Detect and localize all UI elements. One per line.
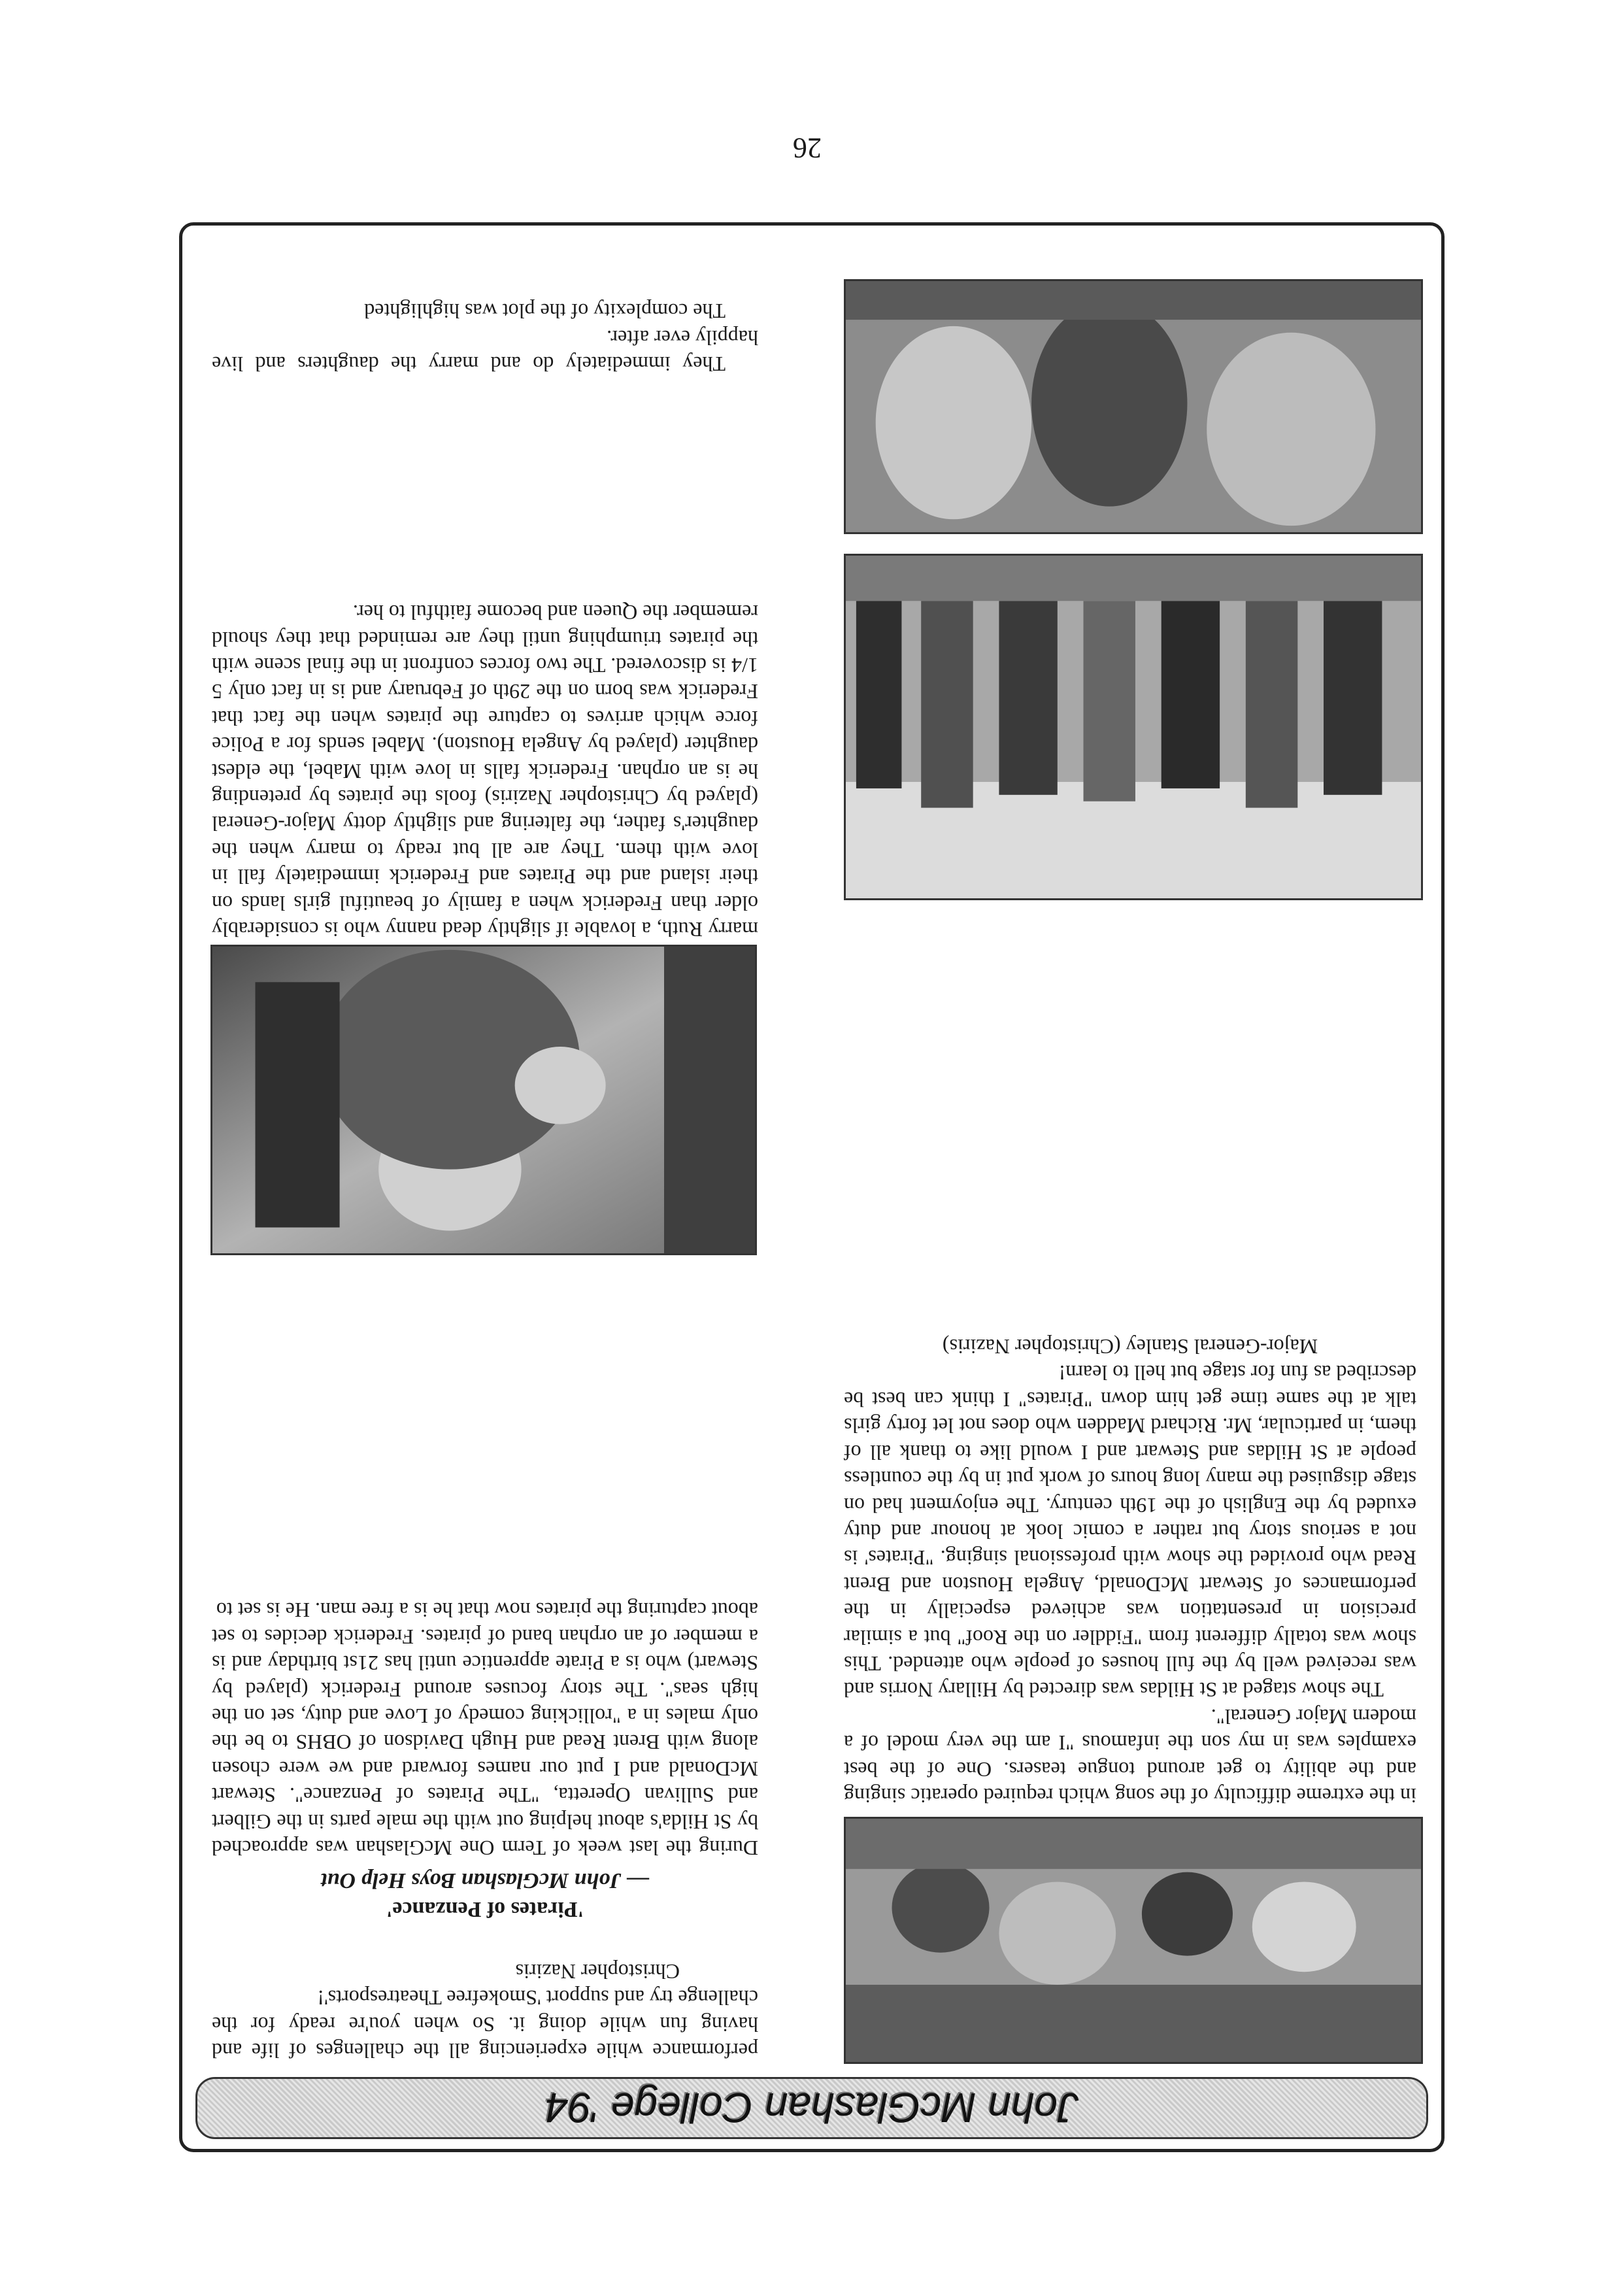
- photo-actors-scene: [844, 279, 1423, 534]
- article-paragraph-3: [212, 298, 758, 377]
- photo-major-general: [210, 945, 757, 1255]
- article-subtitle: — John McGlashan Boys Help Out: [321, 1868, 649, 1893]
- photo-major-general-image: [212, 947, 755, 1253]
- article-paragraph-2: [212, 599, 758, 943]
- photo-pirates-stage: [844, 554, 1423, 900]
- article-title: 'Pirates of Penzance': [386, 1897, 584, 1921]
- left-column-text: [844, 1334, 1416, 1809]
- article-paragraph-1: [212, 1597, 758, 1861]
- article-heading: [212, 1866, 758, 1923]
- left-signature: Major-General Stanley (Christopher Naziris): [942, 1335, 1318, 1359]
- photo-cast-group: [844, 1817, 1423, 2064]
- photo-pirates-stage-image: [846, 556, 1421, 898]
- left-text-2: The show staged at St Hildas was directed by Hillary Norris and was received well by the full houses of people who attended. This show was totally different from "Fiddler on the Roof" but a similar precision in presentation was achieved especially in the performances of Stewart McDonald, Angela Houston and Brent Read who provided the show with professional singing. "Pirates' is not a serious story but rather a comic look at honour and duty exuded by the English of the 19th century. The enjoyment had on stage disguised the many long hours of work put in by the countless people at St Hildas and Stewart and I would like to thank all of them, in particular, Mr. Richard Madden who does not let forty girls talk at the same time get him down "Pirates" I think can best be described as fun for stage but hell to learn!: [844, 1361, 1416, 1702]
- photo-cast-group-image: [846, 1819, 1421, 2062]
- right-column-top: [212, 1958, 758, 2064]
- title-banner: [195, 2077, 1428, 2139]
- intro-author: Christopher Naziris: [515, 1959, 680, 1984]
- page-number: 26: [793, 132, 822, 164]
- left-text-1: in the extreme difficulty of the song which required operatic singing and the ability to get around tongue teasers. One of the best examples was in my son the infamous "I am the very model of a modern Major General".: [844, 1704, 1416, 1808]
- banner-title: John McGlashan College '94: [544, 2084, 1079, 2132]
- article-text-1: During the last week of Term One McGlashan was approached by St Hilda's about helping out with the male parts in the Gilbert and Sullivan Operetta, "The Pirates of Penzance". Stewart McDonald and I put our names forward and we were chosen along with Brent Read and Hugh Davidson of OBHS to be the only males in a "rollicking comedy of Love and duty, set on the high seas". The story focuses around Frederick (played by Stewart) who is a Pirate apprentice until has 21st birthday and is a member of an orphan band of pirates. Frederick decides to set about capturing the pirates now that he is a free man. He is set to: [212, 1598, 758, 1860]
- article-text-3: They immediately do and marry the daughters and live happily ever after.: [212, 326, 758, 376]
- photo-actors-scene-image: [846, 281, 1421, 532]
- article-text-4: The complexity of the plot was highlighted: [364, 299, 726, 324]
- article-text-2: marry Ruth, a lovable if slightly dead nanny who is considerably older than Frederick when a family of beautiful girls lands on their island and the Pirates and Frederick immediately fall in love with them. They are all but ready to marry when the daughter's father, the faltering and slightly dotty Major-General (played by Christopher Naziris) fools the pirates by pretending he is an orphan. Frederick falls in love with Mabel, the eldest daughter (played by Angela Houston). Mabel sends for a Police force which arrives to capture the pirates when the fact that Frederick was born on the 29th of February and is in fact only 5 1/4 is discovered. The two forces confront in the final scene with the pirates triumphing until they are reminded that they should remember the Queen and become faithful to her.: [212, 601, 758, 941]
- intro-paragraph: performance while experiencing all the challenges of life and having fun while doing it. So when you're ready for the challenge try and support 'Smokefree Theatresports'!: [212, 1986, 758, 2063]
